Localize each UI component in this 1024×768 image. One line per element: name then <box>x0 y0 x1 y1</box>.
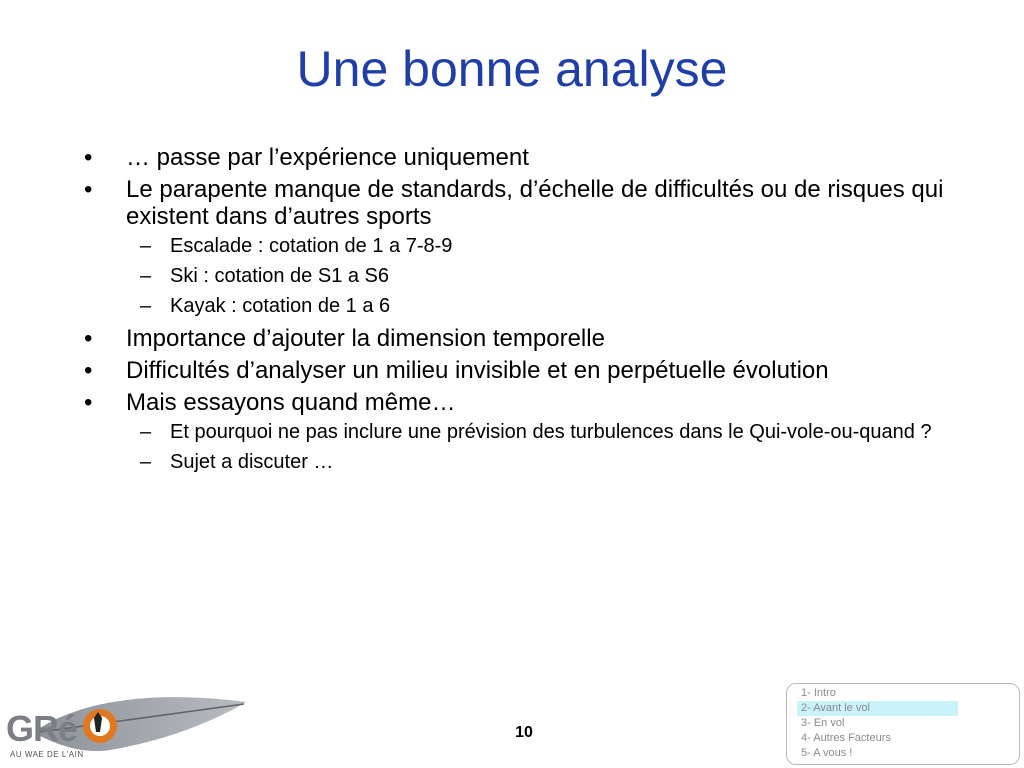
logo-text: GRé <box>6 708 78 749</box>
bullet-item <box>84 357 944 384</box>
bullet-text: Mais essayons quand même… <box>126 389 456 416</box>
sub-bullet-marker: – <box>140 451 152 473</box>
sub-bullet-marker: – <box>140 235 152 257</box>
sub-bullet-text: Escalade : cotation de 1 a 7-8-9 <box>170 235 453 257</box>
bullet-list <box>84 144 944 481</box>
bullet-marker: • <box>84 176 93 203</box>
bullet-marker: • <box>84 357 93 384</box>
nav-item-a-vous[interactable]: 5- A vous ! <box>801 747 853 759</box>
nav-item-en-vol[interactable]: 3- En vol <box>801 717 845 729</box>
sub-bullet-marker: – <box>140 265 152 287</box>
sub-bullet-item <box>84 265 944 288</box>
sub-bullet-item <box>84 451 944 474</box>
nav-item-autres-facteurs[interactable]: 4- Autres Facteurs <box>801 732 891 744</box>
nav-item-avant-le-vol[interactable]: 2- Avant le vol <box>797 701 958 716</box>
sub-bullet-text: Sujet a discuter … <box>170 451 334 473</box>
sub-bullet-item <box>84 295 944 318</box>
bullet-text: Difficultés d’analyser un milieu invisible et en perpétuelle évolution <box>126 357 829 384</box>
bullet-item <box>84 144 944 171</box>
sub-bullet-text: Et pourquoi ne pas inclure une prévision des turbulences dans le Qui-vole-ou-quand ? <box>170 421 932 443</box>
bullet-item <box>84 176 944 230</box>
bullet-item <box>84 389 944 416</box>
logo-subtext: AU WAE DE L'AIN <box>10 750 84 759</box>
section-nav <box>786 683 1020 765</box>
club-logo <box>0 688 250 768</box>
bullet-text: Importance d’ajouter la dimension temporelle <box>126 325 605 352</box>
bullet-item <box>84 325 944 352</box>
bullet-marker: • <box>84 325 93 352</box>
sub-bullet-text: Ski : cotation de S1 a S6 <box>170 265 390 287</box>
bullet-marker: • <box>84 389 93 416</box>
sub-bullet-text: Kayak : cotation de 1 a 6 <box>170 295 391 317</box>
bullet-marker: • <box>84 144 93 171</box>
nav-item-intro[interactable]: 1- Intro <box>801 687 836 699</box>
sub-bullet-marker: – <box>140 421 152 443</box>
slide-title: Une bonne analyse <box>296 41 728 97</box>
page-number: 10 <box>515 724 533 741</box>
bullet-text: Le parapente manque de standards, d’échelle de difficultés ou de risques qui existent dans d’autres sports <box>126 176 944 230</box>
bullet-text: … passe par l’expérience uniquement <box>126 144 529 171</box>
sub-bullet-marker: – <box>140 295 152 317</box>
sub-bullet-item <box>84 421 944 444</box>
sub-bullet-item <box>84 235 944 258</box>
